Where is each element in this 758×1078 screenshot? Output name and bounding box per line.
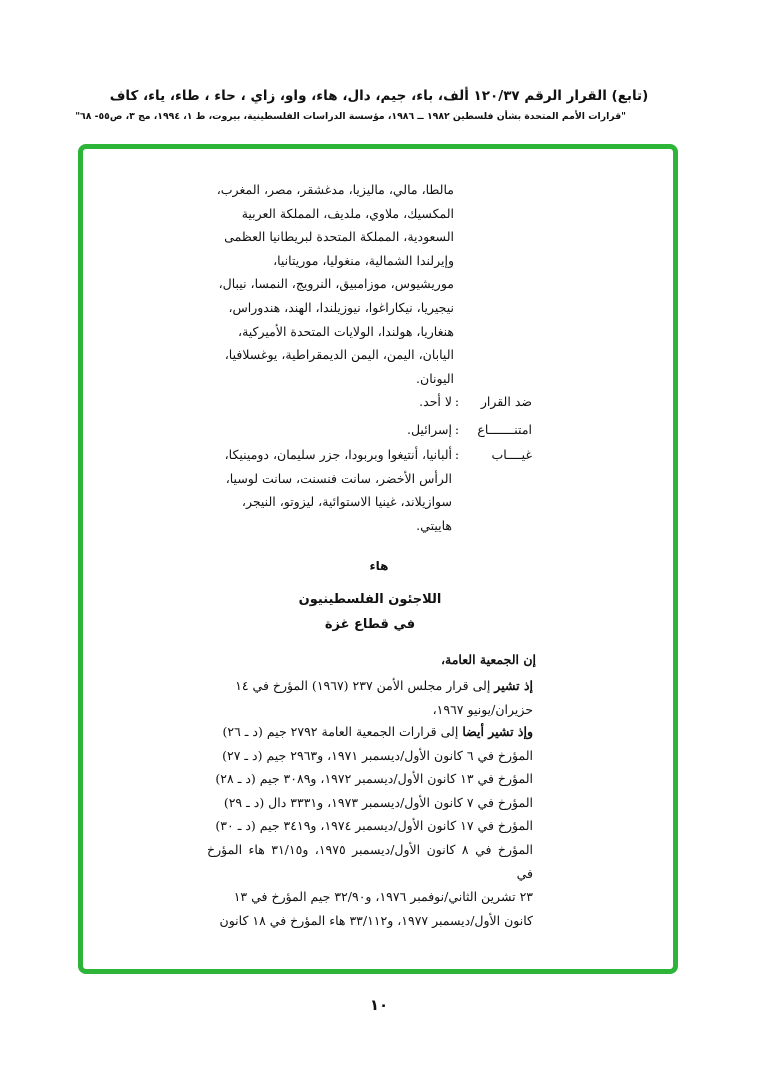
country-list-line: هنغاريا، هولندا، الولايات المتحدة الأميركية، (238, 323, 454, 339)
paragraph-line: المؤرخ في ٨ كانون الأول/ديسمبر ١٩٧٥، و٣١/١٥ هاء المؤرخ في (207, 841, 533, 881)
recalling-also-lead-phrase: وإذ تشير أيضا (462, 724, 533, 739)
country-list-line: وإيرلندا الشمالية، منغوليا، موريتانيا، (273, 252, 454, 268)
paragraph-line: المؤرخ في ٧ كانون الأول/ديسمبر ١٩٧٣، و٣٣٣١ دال (د ـ ٢٩) (223, 794, 533, 810)
country-list-line: اليونان. (416, 370, 454, 386)
paragraph-line (207, 720, 533, 744)
page-number: ١٠ (369, 996, 389, 1014)
absent-list-line: هاييتي. (416, 517, 452, 533)
vote-colon: : (454, 422, 460, 437)
paragraph-text: إلى قرار مجلس الأمن ٢٣٧ (١٩٦٧) المؤرخ في ١٤ (235, 678, 495, 693)
country-list-line: المكسيك، ملاوي، ملديف، المملكة العربية (241, 205, 454, 221)
section-letter: هاء (369, 559, 389, 573)
vote-absent-value (198, 443, 452, 537)
vote-colon: : (454, 394, 460, 409)
paragraph-line: كانون الأول/ديسمبر ١٩٧٧، و٣٣/١١٢ هاء المؤرخ في ١٨ كانون (219, 912, 533, 928)
absent-list-line: ألبانيا، أنتيغوا وبربودا، جزر سليمان، دومينيكا، (224, 447, 452, 462)
country-list-line: مالطا، مالي، ماليزيا، مدغشقر، مصر، المغرب، (216, 182, 454, 197)
section-title-line-2: في قطاع غزة (324, 617, 416, 632)
header-source-citation: "قرارات الأمم المتحدة بشأن فلسطين ١٩٨٢ ــ ١٩٨٦، مؤسسة الدراسات الفلسطينية، بيروت، ط ١، ١٩٩٤، مج ٣، ص٥٥- ٦٨" (75, 111, 626, 122)
country-list-line: اليابان، اليمن، اليمن الديمقراطية، يوغسلافيا، (224, 347, 454, 363)
vote-abstain-label: امتنـــــــاع (477, 422, 532, 437)
recalling-lead-phrase: إذ تشير (494, 678, 533, 693)
vote-absent-row (200, 443, 532, 539)
paragraph-line (207, 674, 533, 698)
absent-list-line: سوازيلاند، غينيا الاستوائية، ليزوتو، النيجر، (241, 494, 452, 510)
country-list-line: موريشيوس، موزامبيق، النرويج، النمسا، نيبال، (218, 276, 454, 292)
section-title-line-1: اللاجئون الفلسطينيون (298, 592, 442, 607)
paragraph-line: المؤرخ في ١٣ كانون الأول/ديسمبر ١٩٧٢، و٣٠٨٩ جيم (د ـ ٢٨) (215, 771, 533, 787)
recalling-also-paragraph (207, 720, 533, 932)
paragraph-line: ٢٣ تشرين الثاني/نوفمبر ١٩٧٦، و٣٢/٩٠ جيم المؤرخ في ١٣ (233, 889, 533, 905)
paragraph-line: المؤرخ في ٦ كانون الأول/ديسمبر ١٩٧١، و٢٩٦٣ جيم (د ـ ٢٧) (222, 747, 533, 763)
vote-colon: : (454, 447, 460, 462)
general-assembly-opening: إن الجمعية العامة، (441, 652, 536, 667)
paragraph-line: المؤرخ في ١٧ كانون الأول/ديسمبر ١٩٧٤، و٣٤١٩ جيم (د ـ ٣٠) (215, 818, 533, 834)
vote-absent-label: غيــــاب (491, 447, 532, 462)
vote-against-value: لا أحد. (419, 394, 452, 409)
in-favor-country-list (200, 178, 454, 390)
country-list-line: السعودية، المملكة المتحدة لبريطانيا العظمى (224, 229, 454, 245)
country-list-line: نيجيريا، نيكاراغوا، نيوزيلندا، الهند، هندوراس، (228, 299, 454, 315)
paragraph-line: حزيران/يونيو ١٩٦٧، (432, 701, 533, 717)
paragraph-text: إلى قرارات الجمعية العامة ٢٧٩٢ جيم (د ـ ٢٦) (222, 724, 463, 739)
header-title: (تابع) القرار الرقم ١٢٠/٣٧ ألف، باء، جيم، دال، هاء، واو، زاي ، حاء ، طاء، ياء، كاف (109, 88, 649, 104)
recalling-paragraph (207, 674, 533, 721)
absent-list-line: الرأس الأخضر، سانت فنسنت، سانت لوسيا، (225, 470, 452, 486)
vote-against-label: ضد القرار (480, 394, 532, 409)
vote-abstain-value: إسرائيل. (406, 422, 452, 437)
